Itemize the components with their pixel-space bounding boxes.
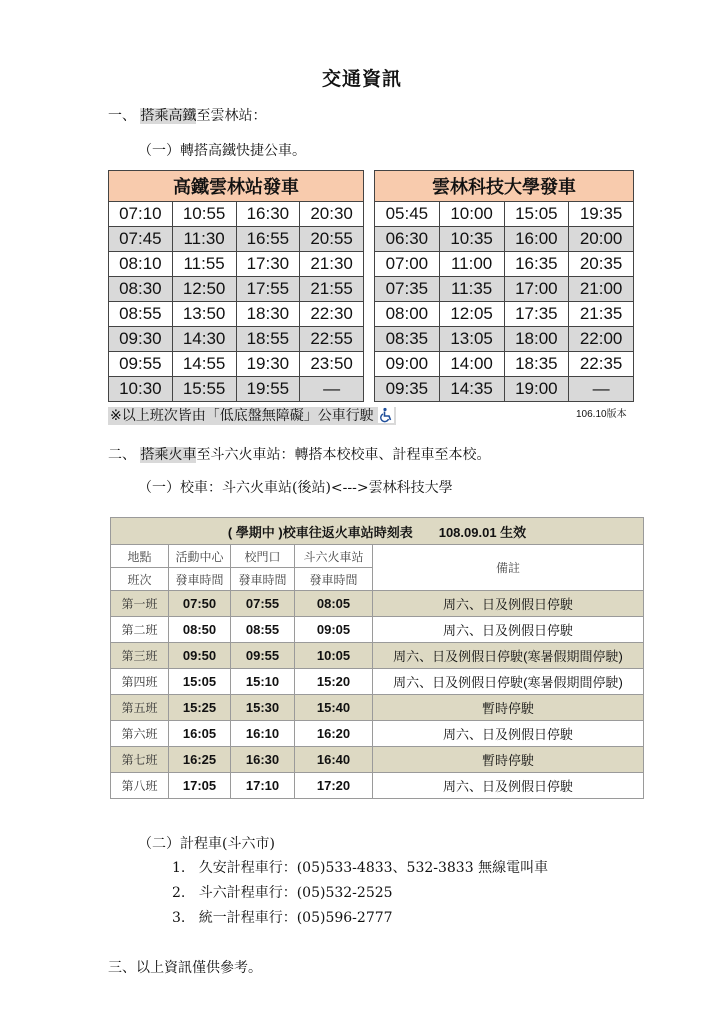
bus-time-cell: 20:55 bbox=[300, 227, 364, 252]
bus-row bbox=[375, 327, 634, 352]
shuttle-caption: ( 學期中 )校車往返火車站時刻表 108.09.01 生效 bbox=[111, 518, 644, 545]
bus-time-cell: 12:50 bbox=[172, 277, 236, 302]
shuttle-row bbox=[111, 747, 644, 773]
bus-version: 106.10版本 bbox=[576, 409, 627, 420]
bus-time-cell: — bbox=[300, 377, 364, 402]
bus-row bbox=[375, 377, 634, 402]
bus-time-cell: 14:00 bbox=[439, 352, 504, 377]
bus-time-cell: 20:35 bbox=[569, 252, 634, 277]
bus-time-cell: 20:00 bbox=[569, 227, 634, 252]
taxi-item: 1. 久安計程車行：(05)533-4833、532-3833 無線電叫車 bbox=[172, 860, 549, 876]
shuttle-run-label: 第八班 bbox=[111, 773, 169, 799]
bus-row bbox=[109, 202, 364, 227]
shuttle-time-cell: 16:20 bbox=[295, 721, 373, 747]
shuttle-remark-cell: 暫時停駛 bbox=[373, 747, 644, 773]
shuttle-row bbox=[111, 773, 644, 799]
shuttle-head-cell: 活動中心 bbox=[169, 545, 231, 568]
bus-time-cell: 19:35 bbox=[569, 202, 634, 227]
shuttle-remark-cell: 周六、日及例假日停駛(寒暑假期間停駛) bbox=[373, 669, 644, 695]
shuttle-remark-cell: 周六、日及例假日停駛 bbox=[373, 591, 644, 617]
shuttle-run-label: 第三班 bbox=[111, 643, 169, 669]
shuttle-head-cell: 發車時間 bbox=[231, 568, 295, 591]
section-2-number: 二、 bbox=[108, 447, 136, 463]
section-1-rest: 至雲林站： bbox=[196, 108, 267, 124]
bus-time-cell: 16:55 bbox=[236, 227, 300, 252]
bus-row bbox=[109, 327, 364, 352]
bus-note bbox=[108, 405, 396, 425]
section-1-heading bbox=[108, 105, 266, 125]
bus-time-cell: 11:00 bbox=[439, 252, 504, 277]
bus-row bbox=[109, 352, 364, 377]
shuttle-time-cell: 15:05 bbox=[169, 669, 231, 695]
shuttle-remark-cell: 暫時停駛 bbox=[373, 695, 644, 721]
shuttle-time-cell: 16:10 bbox=[231, 721, 295, 747]
shuttle-time-cell: 08:55 bbox=[231, 617, 295, 643]
shuttle-row bbox=[111, 643, 644, 669]
bus-row bbox=[375, 277, 634, 302]
bus-time-cell: 16:35 bbox=[504, 252, 569, 277]
shuttle-time-cell: 15:30 bbox=[231, 695, 295, 721]
taxi-item: 2. 斗六計程車行：(05)532-2525 bbox=[172, 885, 393, 901]
bus-row bbox=[375, 302, 634, 327]
shuttle-time-cell: 15:10 bbox=[231, 669, 295, 695]
bus-time-cell: 19:30 bbox=[236, 352, 300, 377]
bus-time-cell: 21:00 bbox=[569, 277, 634, 302]
bus-row bbox=[109, 302, 364, 327]
shuttle-time-cell: 07:50 bbox=[169, 591, 231, 617]
bus-time-cell: 18:30 bbox=[236, 302, 300, 327]
shuttle-remark-cell: 周六、日及例假日停駛 bbox=[373, 773, 644, 799]
bus-row bbox=[109, 252, 364, 277]
bus-time-cell: 18:35 bbox=[504, 352, 569, 377]
bus-note-text: ※以上班次皆由「低底盤無障礙」公車行駛 bbox=[108, 407, 396, 425]
bus-time-cell: 22:00 bbox=[569, 327, 634, 352]
shuttle-run-label: 第一班 bbox=[111, 591, 169, 617]
taxi-heading: （二）計程車(斗六市) bbox=[138, 836, 275, 852]
shuttle-remark-cell: 周六、日及例假日停駛(寒暑假期間停駛) bbox=[373, 643, 644, 669]
bus-time-cell: 08:00 bbox=[375, 302, 440, 327]
section-1-number: 一、 bbox=[108, 108, 136, 124]
shuttle-head-cell: 班次 bbox=[111, 568, 169, 591]
bus-row bbox=[109, 377, 364, 402]
shuttle-time-cell: 17:10 bbox=[231, 773, 295, 799]
bus-time-cell: 11:30 bbox=[172, 227, 236, 252]
bus-time-cell: 07:45 bbox=[109, 227, 173, 252]
shuttle-head-cell: 地點 bbox=[111, 545, 169, 568]
shuttle-timetable bbox=[110, 517, 644, 799]
shuttle-time-cell: 17:20 bbox=[295, 773, 373, 799]
page-title: 交通資訊 bbox=[321, 68, 402, 90]
bus-time-cell: 10:55 bbox=[172, 202, 236, 227]
bus-time-cell: 09:00 bbox=[375, 352, 440, 377]
shuttle-row bbox=[111, 695, 644, 721]
bus-row bbox=[109, 227, 364, 252]
bus-time-cell: 21:55 bbox=[300, 277, 364, 302]
shuttle-time-cell: 09:55 bbox=[231, 643, 295, 669]
shuttle-remark-cell: 周六、日及例假日停駛 bbox=[373, 617, 644, 643]
shuttle-time-cell: 15:20 bbox=[295, 669, 373, 695]
shuttle-time-cell: 07:55 bbox=[231, 591, 295, 617]
bus-time-cell: 16:00 bbox=[504, 227, 569, 252]
shuttle-run-label: 第七班 bbox=[111, 747, 169, 773]
bus-time-cell: 06:30 bbox=[375, 227, 440, 252]
bus-time-cell: 09:30 bbox=[109, 327, 173, 352]
section-1-sub-heading: （一）轉搭高鐵快捷公車。 bbox=[138, 143, 306, 159]
bus-row bbox=[375, 352, 634, 377]
bus-time-cell: 14:35 bbox=[439, 377, 504, 402]
shuttle-time-cell: 17:05 bbox=[169, 773, 231, 799]
bus-time-cell: 07:00 bbox=[375, 252, 440, 277]
shuttle-time-cell: 16:30 bbox=[231, 747, 295, 773]
shuttle-time-cell: 08:50 bbox=[169, 617, 231, 643]
section-2-highlight: 搭乘火車 bbox=[140, 447, 197, 463]
bus-table-yuntech-departures bbox=[374, 170, 634, 402]
bus-time-cell: 08:10 bbox=[109, 252, 173, 277]
bus-time-cell: 10:00 bbox=[439, 202, 504, 227]
shuttle-head-cell: 發車時間 bbox=[295, 568, 373, 591]
bus-time-cell: 10:30 bbox=[109, 377, 173, 402]
bus-row bbox=[109, 277, 364, 302]
shuttle-run-label: 第六班 bbox=[111, 721, 169, 747]
shuttle-row bbox=[111, 721, 644, 747]
bus-time-cell: 22:30 bbox=[300, 302, 364, 327]
shuttle-time-cell: 16:40 bbox=[295, 747, 373, 773]
bus-time-cell: 10:35 bbox=[439, 227, 504, 252]
shuttle-remark-cell: 周六、日及例假日停駛 bbox=[373, 721, 644, 747]
shuttle-row bbox=[111, 617, 644, 643]
bus-time-cell: 19:00 bbox=[504, 377, 569, 402]
bus-time-cell: 17:35 bbox=[504, 302, 569, 327]
bus-time-cell: 07:10 bbox=[109, 202, 173, 227]
shuttle-time-cell: 09:05 bbox=[295, 617, 373, 643]
bus-time-cell: 19:55 bbox=[236, 377, 300, 402]
section-1-highlight: 搭乘高鐵 bbox=[140, 108, 197, 124]
bus-time-cell: 09:55 bbox=[109, 352, 173, 377]
bus-time-cell: 11:35 bbox=[439, 277, 504, 302]
shuttle-time-cell: 09:50 bbox=[169, 643, 231, 669]
bus-time-cell: 13:50 bbox=[172, 302, 236, 327]
bus-time-cell: — bbox=[569, 377, 634, 402]
bus-time-cell: 11:55 bbox=[172, 252, 236, 277]
shuttle-run-label: 第五班 bbox=[111, 695, 169, 721]
shuttle-time-cell: 15:40 bbox=[295, 695, 373, 721]
shuttle-run-label: 第二班 bbox=[111, 617, 169, 643]
bus-time-cell: 20:30 bbox=[300, 202, 364, 227]
bus-time-cell: 22:55 bbox=[300, 327, 364, 352]
bus-time-cell: 08:55 bbox=[109, 302, 173, 327]
shuttle-head-cell: 發車時間 bbox=[169, 568, 231, 591]
bus-time-cell: 09:35 bbox=[375, 377, 440, 402]
bus-row bbox=[375, 252, 634, 277]
shuttle-time-cell: 16:25 bbox=[169, 747, 231, 773]
bus-time-cell: 05:45 bbox=[375, 202, 440, 227]
shuttle-time-cell: 16:05 bbox=[169, 721, 231, 747]
section-2-rest: 至斗六火車站：轉搭本校校車、計程車至本校。 bbox=[196, 447, 491, 463]
bus-time-cell: 15:55 bbox=[172, 377, 236, 402]
shuttle-time-cell: 08:05 bbox=[295, 591, 373, 617]
wheelchair-icon bbox=[378, 407, 394, 423]
bus-time-cell: 21:30 bbox=[300, 252, 364, 277]
bus-time-cell: 21:35 bbox=[569, 302, 634, 327]
bus-time-cell: 14:55 bbox=[172, 352, 236, 377]
bus-time-cell: 18:55 bbox=[236, 327, 300, 352]
bus-time-cell: 17:55 bbox=[236, 277, 300, 302]
shuttle-head-cell: 校門口 bbox=[231, 545, 295, 568]
bus-time-cell: 17:30 bbox=[236, 252, 300, 277]
bus-time-cell: 13:05 bbox=[439, 327, 504, 352]
bus-time-cell: 08:35 bbox=[375, 327, 440, 352]
bus-time-cell: 12:05 bbox=[439, 302, 504, 327]
shuttle-time-cell: 15:25 bbox=[169, 695, 231, 721]
bus-time-cell: 14:30 bbox=[172, 327, 236, 352]
bus-row bbox=[375, 202, 634, 227]
shuttle-row bbox=[111, 669, 644, 695]
shuttle-run-label: 第四班 bbox=[111, 669, 169, 695]
bus-time-cell: 07:35 bbox=[375, 277, 440, 302]
bus-table-hsr-departures bbox=[108, 170, 364, 402]
bus-time-cell: 17:00 bbox=[504, 277, 569, 302]
bus-table-header: 雲林科技大學發車 bbox=[375, 171, 634, 202]
shuttle-row bbox=[111, 591, 644, 617]
bus-time-cell: 22:35 bbox=[569, 352, 634, 377]
shuttle-time-cell: 10:05 bbox=[295, 643, 373, 669]
shuttle-remarks-header: 備註 bbox=[373, 545, 644, 591]
section-2-sub-heading: （一）校車：斗六火車站(後站)<--->雲林科技大學 bbox=[138, 480, 453, 496]
section-3-note: 三、以上資訊僅供參考。 bbox=[108, 960, 262, 976]
bus-row bbox=[375, 227, 634, 252]
bus-time-cell: 18:00 bbox=[504, 327, 569, 352]
bus-time-cell: 15:05 bbox=[504, 202, 569, 227]
bus-time-cell: 08:30 bbox=[109, 277, 173, 302]
bus-table-header: 高鐵雲林站發車 bbox=[109, 171, 364, 202]
section-2-heading bbox=[108, 444, 490, 464]
bus-time-cell: 16:30 bbox=[236, 202, 300, 227]
shuttle-head-cell: 斗六火車站 bbox=[295, 545, 373, 568]
taxi-item: 3. 統一計程車行：(05)596-2777 bbox=[172, 910, 393, 926]
bus-time-cell: 23:50 bbox=[300, 352, 364, 377]
